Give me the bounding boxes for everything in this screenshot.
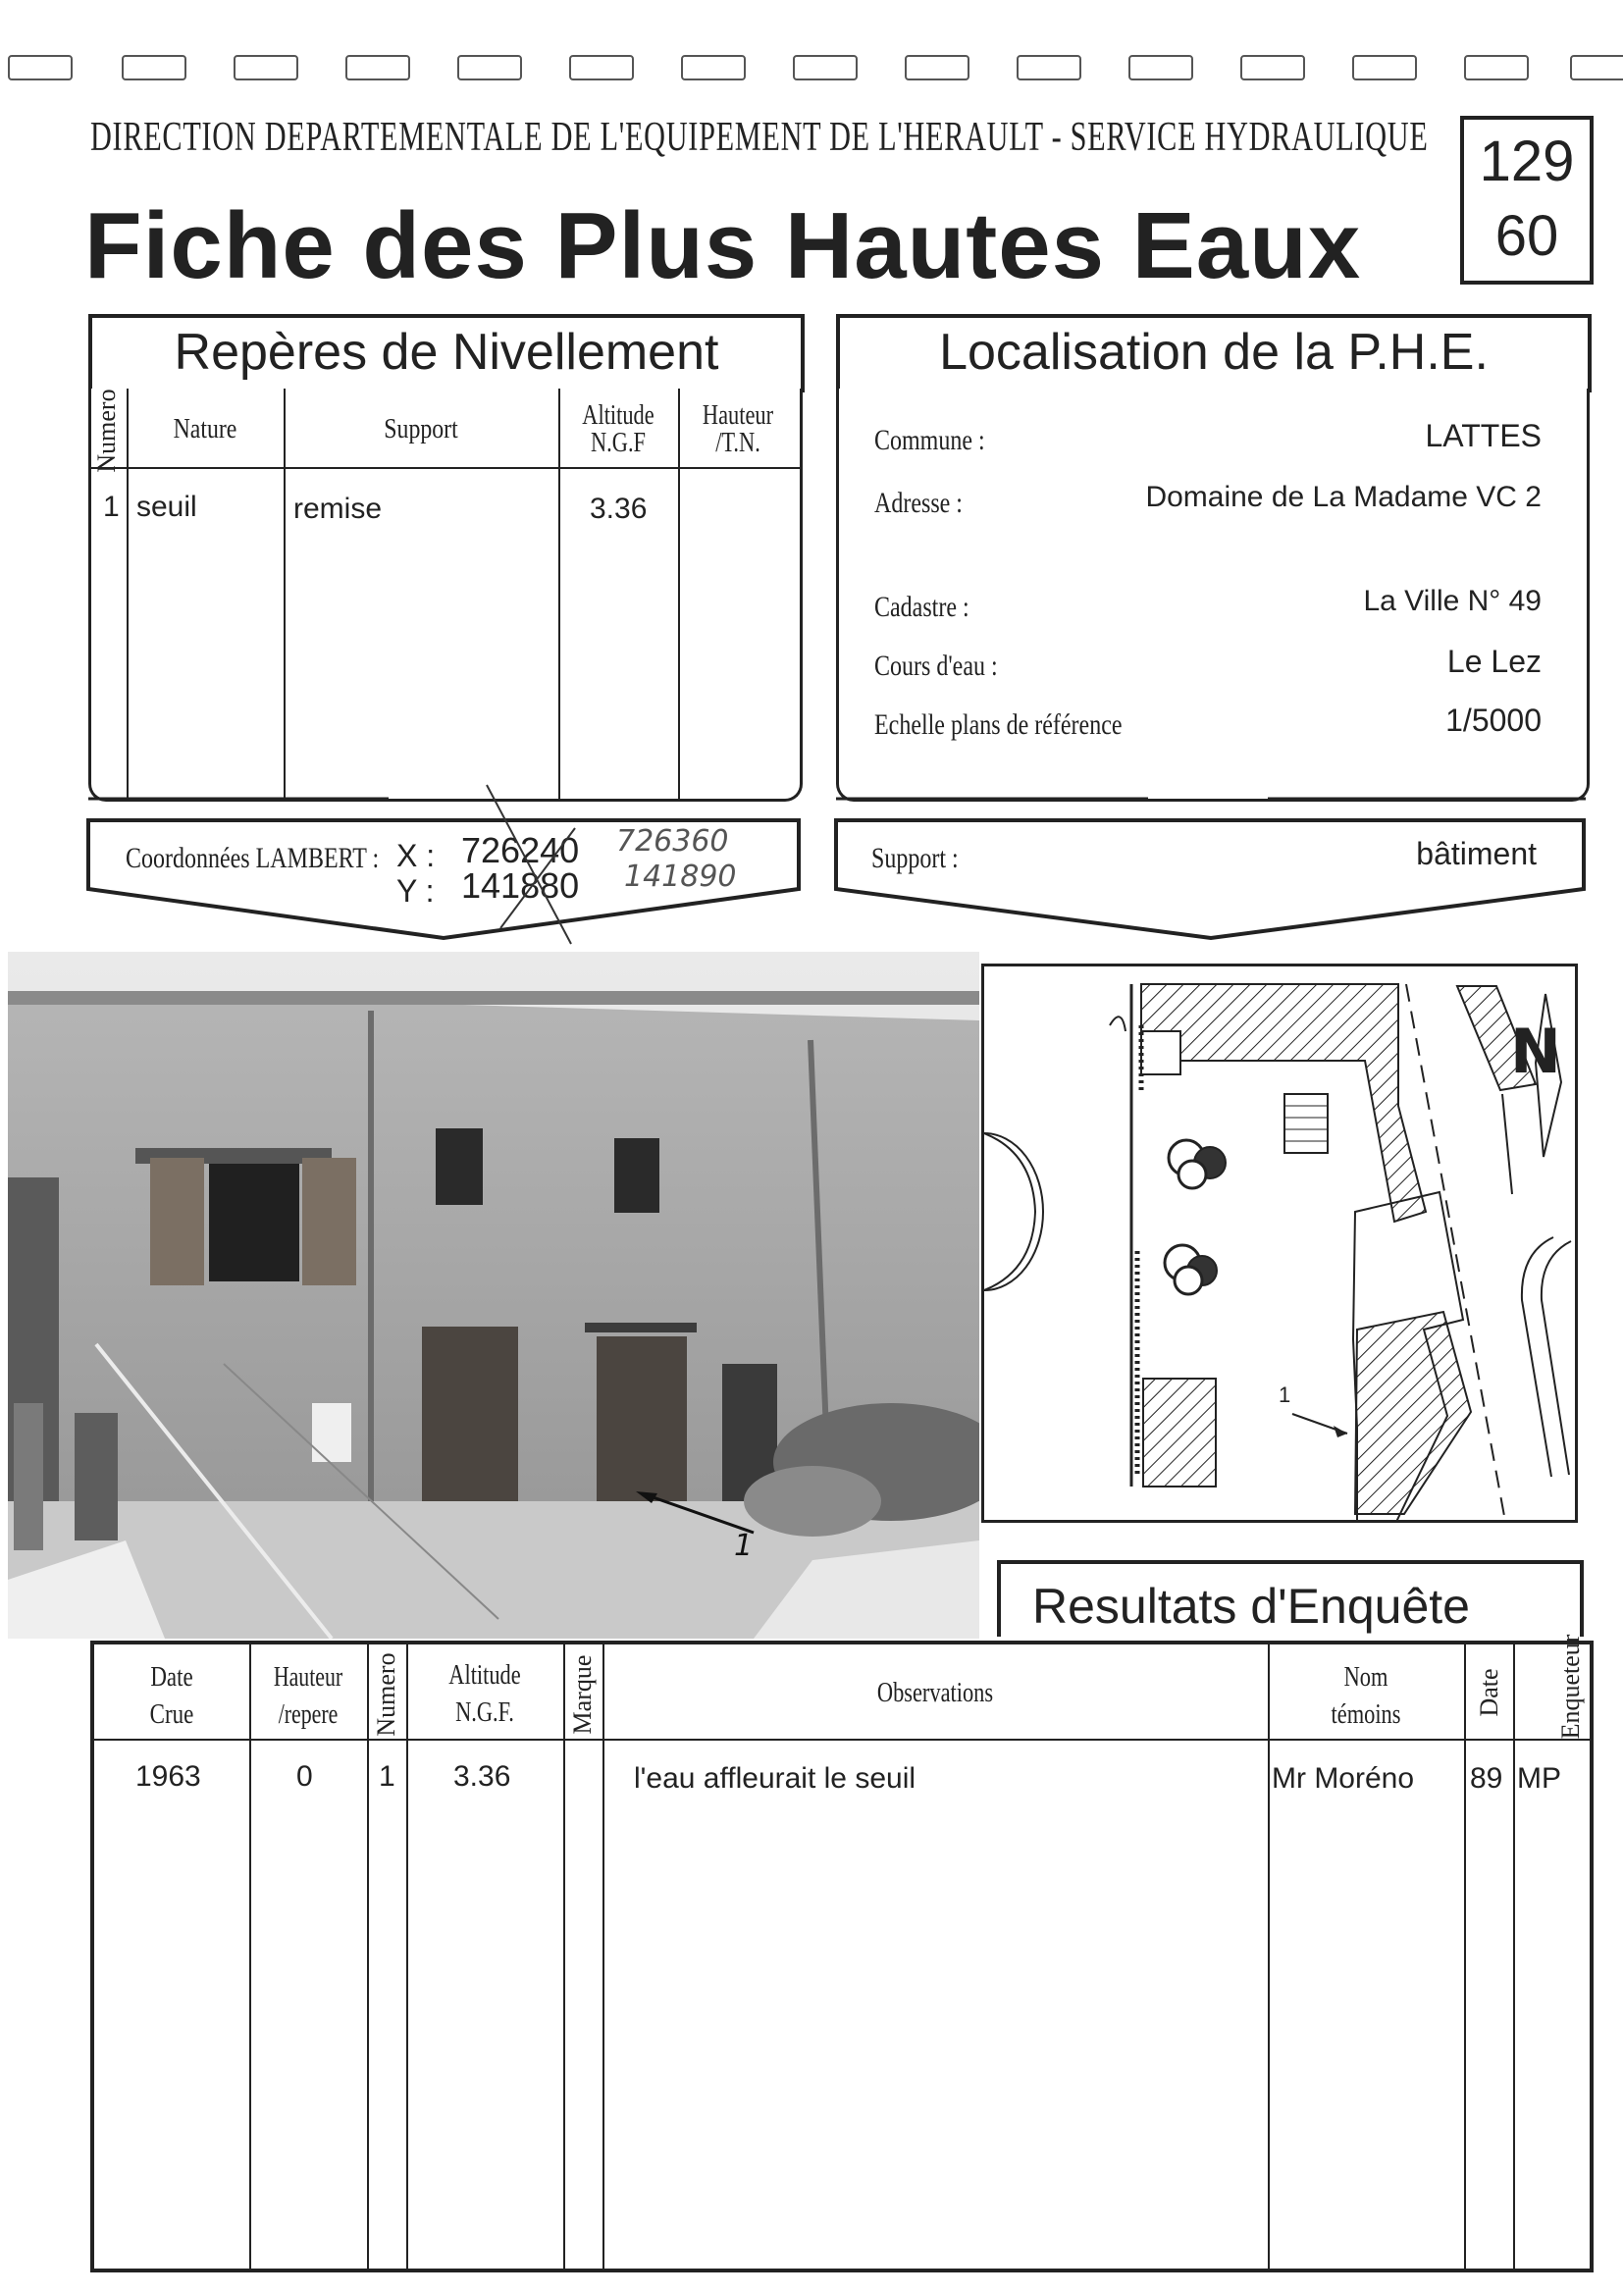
col-header-date-crue: Date Crue	[149, 1662, 194, 1730]
cours-deau-value: Le Lez	[1446, 644, 1542, 679]
binder-hole	[1464, 55, 1529, 80]
binder-hole	[569, 55, 634, 80]
col-header-observations: Observations	[876, 1678, 994, 1708]
col-header-nom-temoins: Nom témoins	[1331, 1662, 1401, 1730]
lambert-label: Coordonnées LAMBERT :	[126, 842, 380, 874]
north-arrow-icon: N	[1510, 1016, 1561, 1087]
support-label: Support :	[871, 842, 959, 874]
binder-hole	[1128, 55, 1193, 80]
col-header-support: Support	[384, 414, 458, 444]
repere-support: remise	[293, 493, 383, 525]
col-header-numero: Numero	[372, 1652, 400, 1737]
binder-hole	[234, 55, 298, 80]
echelle-value: 1/5000	[1445, 703, 1542, 738]
repere-altitude: 3.36	[590, 493, 648, 525]
binder-hole	[1352, 55, 1417, 80]
adresse-label: Adresse :	[874, 487, 963, 519]
reperes-table	[88, 389, 803, 802]
repere-nature: seuil	[136, 491, 197, 523]
col-header-altitude: Altitude N.G.F	[582, 400, 654, 458]
lambert-y-label: Y :	[396, 873, 435, 909]
organization-header: DIRECTION DEPARTEMENTALE DE L'EQUIPEMENT DE L'HERAULT - SERVICE HYDRAULIQUE	[90, 115, 1429, 160]
col-header-altitude-ngf: Altitude N.G.F.	[448, 1660, 521, 1728]
adresse-value: Domaine de La Madame VC 2	[1145, 481, 1542, 513]
support-value: bâtiment	[1416, 836, 1537, 871]
strikethrough-mark	[481, 781, 589, 948]
binder-hole	[122, 55, 186, 80]
repere-numero: 1	[103, 491, 120, 523]
reference-number-box	[1460, 116, 1594, 285]
col-header-enqueteur: Enqueteur	[1556, 1634, 1585, 1740]
results-table	[90, 1634, 1594, 2272]
commune-label: Commune :	[874, 424, 985, 456]
localisation-panel	[836, 389, 1590, 802]
col-header-marque: Marque	[568, 1654, 597, 1735]
col-header-hauteur-repere: Hauteur /repere	[273, 1662, 343, 1730]
photo-marker-label: 1	[734, 1529, 754, 1563]
result-enqueteur: MP	[1517, 1762, 1561, 1795]
result-temoin: Mr Moréno	[1272, 1762, 1415, 1795]
echelle-label: Echelle plans de référence	[874, 708, 1123, 741]
plan-marker-label: 1	[1279, 1383, 1291, 1407]
localisation-heading: Localisation de la P.H.E.	[836, 314, 1592, 392]
binder-hole	[1570, 55, 1623, 80]
page-title: Fiche des Plus Hautes Eaux	[84, 193, 1362, 298]
result-altitude: 3.36	[453, 1760, 511, 1793]
lambert-y-value: 141880	[461, 865, 580, 906]
binder-holes	[0, 55, 1623, 84]
cadastre-value: La Ville N° 49	[1363, 585, 1542, 617]
col-header-hauteur: Hauteur /T.N.	[702, 400, 774, 458]
result-hauteur: 0	[296, 1760, 313, 1793]
lambert-x-value: 726240	[461, 830, 580, 870]
reference-number-top: 129	[1479, 130, 1575, 193]
building-photo	[8, 952, 979, 1639]
binder-hole	[345, 55, 410, 80]
col-header-date: Date	[1475, 1668, 1503, 1717]
reference-number-bottom: 60	[1494, 204, 1559, 268]
col-header-nature: Nature	[173, 414, 237, 444]
site-plan	[981, 964, 1578, 1523]
binder-hole	[1240, 55, 1305, 80]
binder-hole	[793, 55, 858, 80]
binder-hole	[905, 55, 969, 80]
binder-hole	[8, 55, 73, 80]
result-date-crue: 1963	[135, 1760, 201, 1793]
binder-hole	[1017, 55, 1081, 80]
result-observations: l'eau affleurait le seuil	[634, 1762, 916, 1795]
reperes-heading: Repères de Nivellement	[88, 314, 805, 392]
binder-hole	[457, 55, 522, 80]
commune-value: LATTES	[1425, 418, 1542, 453]
binder-hole	[681, 55, 746, 80]
cadastre-label: Cadastre :	[874, 591, 969, 623]
lambert-x-label: X :	[396, 838, 436, 873]
result-numero: 1	[379, 1760, 395, 1793]
handwritten-y-correction: 141890	[624, 860, 737, 894]
cours-deau-label: Cours d'eau :	[874, 650, 998, 682]
handwritten-x-correction: 726360	[616, 824, 729, 859]
result-date: 89	[1470, 1762, 1503, 1795]
col-header-numero: Numero	[92, 389, 121, 473]
results-heading: Resultats d'Enquête	[997, 1560, 1584, 1637]
